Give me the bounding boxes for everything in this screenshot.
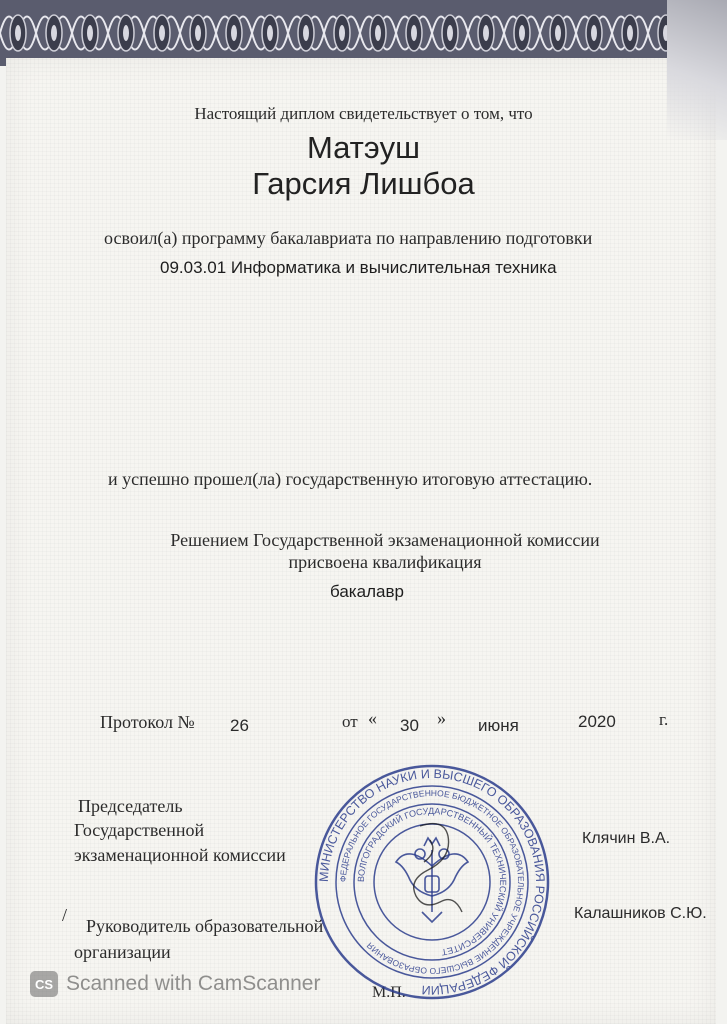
protocol-label: Протокол № xyxy=(100,712,195,732)
head-title-line2: организации xyxy=(74,942,171,962)
program-intro-text: освоил(а) программу бакалавриата по направлению подготовки xyxy=(104,228,593,248)
chair-title-line2: Государственной xyxy=(74,820,205,840)
stamp-place-label: М.П. xyxy=(372,984,406,1001)
signature-scribble xyxy=(414,824,462,912)
graduate-last-name: Гарсия Лишбоа xyxy=(252,166,475,201)
slash-mark: / xyxy=(62,905,68,925)
attestation-text: и успешно прошел(ла) государственную итоговую аттестацию. xyxy=(108,469,593,489)
chair-title-line1: Председатель xyxy=(78,796,183,816)
year-suffix: г. xyxy=(659,710,669,729)
university-seal xyxy=(312,762,552,1002)
scanner-watermark xyxy=(30,970,320,998)
decision-text-line2: присвоена квалификация xyxy=(288,552,482,572)
protocol-year: 2020 xyxy=(578,712,616,731)
protocol-number: 26 xyxy=(230,716,249,735)
qualification-value: бакалавр xyxy=(330,582,404,601)
protocol-day: 30 xyxy=(400,716,419,735)
graduate-first-name: Матэуш xyxy=(306,130,421,165)
quote-open: « xyxy=(368,708,377,728)
seal-outer-text: МИНИСТЕРСТВО НАУКИ И ВЫСШЕГО ОБРАЗОВАНИЯ РОССИЙСКОЙ ФЕДЕРАЦИИ xyxy=(316,766,548,998)
head-name: Калашников С.Ю. xyxy=(574,905,707,922)
protocol-from-label: от xyxy=(342,712,358,731)
watermark-text: Scanned with CamScanner xyxy=(66,972,321,995)
program-name: 09.03.01 Информатика и вычислительная техника xyxy=(160,258,557,277)
seal-inner-text: ФЕДЕРАЛЬНОЕ ГОСУДАРСТВЕННОЕ БЮДЖЕТНОЕ ОБРАЗОВАТЕЛЬНОЕ УЧРЕЖДЕНИЕ ВЫСШЕГО ОБРАЗОВАНИЯ xyxy=(337,787,527,977)
diploma-cover-pattern xyxy=(0,0,727,66)
quote-close: » xyxy=(437,708,446,728)
camscanner-logo-icon: CS xyxy=(30,971,58,997)
chair-title-line3: экзаменационной комиссии xyxy=(74,845,286,865)
chair-name: Клячин В.А. xyxy=(582,830,671,847)
protocol-month: июня xyxy=(478,716,519,735)
decision-text-line1: Решением Государственной экзаменационной комиссии xyxy=(170,530,600,550)
intro-text: Настоящий диплом свидетельствует о том, что xyxy=(194,104,533,123)
head-title-line1: Руководитель образовательной xyxy=(86,916,324,936)
seal-university-text: ВОЛГОГРАДСКИЙ ГОСУДАРСТВЕННЫЙ ТЕХНИЧЕСКИЙ УНИВЕРСИТЕТ xyxy=(355,805,509,958)
